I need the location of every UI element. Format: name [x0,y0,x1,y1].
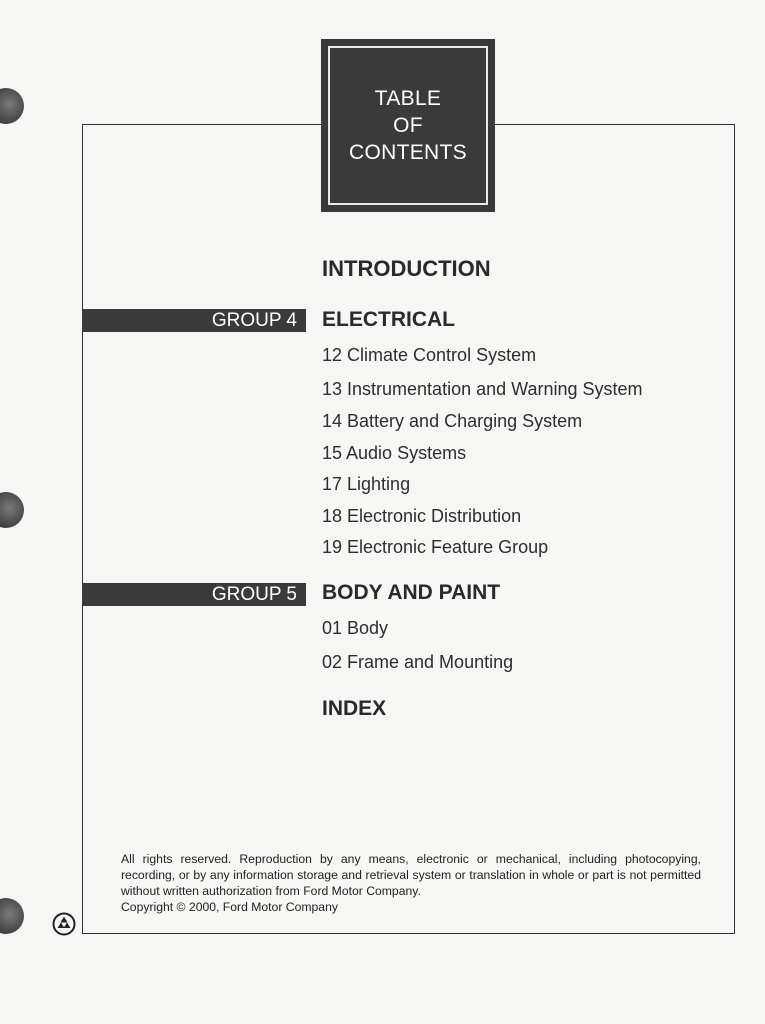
copyright-text: Copyright © 2000, Ford Motor Company [121,900,338,914]
punch-hole [0,88,24,124]
toc-item[interactable]: 18 Electronic Distribution [322,506,522,526]
recycle-icon [52,912,76,936]
content-frame [82,124,735,934]
punch-hole [0,492,24,528]
legal-notice [121,851,701,915]
group-5-tag: GROUP 5 [82,583,306,606]
title-line: TABLE [374,87,442,110]
section-index[interactable]: INDEX [322,697,387,720]
title-line: OF [393,114,423,137]
toc-item[interactable]: 01 Body [322,618,389,638]
rights-text: All rights reserved. Reproduction by any means, electronic or mechanical, including photocopying, recording, or by any information storage and retrieval system or translation in whole or part is not permitted without written authorization from Ford Motor Company. [121,852,701,898]
punch-hole [0,898,24,934]
section-electrical[interactable]: ELECTRICAL [322,308,455,331]
title-box-inner [328,46,488,205]
toc-item[interactable]: 12 Climate Control System [322,345,537,365]
toc-item[interactable]: 14 Battery and Charging System [322,411,583,431]
group-4-tag: GROUP 4 [82,309,306,332]
title-box [321,39,495,212]
title-line: CONTENTS [349,141,467,164]
toc-item[interactable]: 13 Instrumentation and Warning System [322,379,643,399]
toc-item[interactable]: 15 Audio Systems [322,443,467,463]
section-introduction[interactable]: INTRODUCTION [322,256,491,281]
toc-item[interactable]: 17 Lighting [322,474,411,494]
toc-item[interactable]: 19 Electronic Feature Group [322,537,549,557]
section-body-and-paint[interactable]: BODY AND PAINT [322,581,501,604]
toc-item[interactable]: 02 Frame and Mounting [322,652,514,672]
